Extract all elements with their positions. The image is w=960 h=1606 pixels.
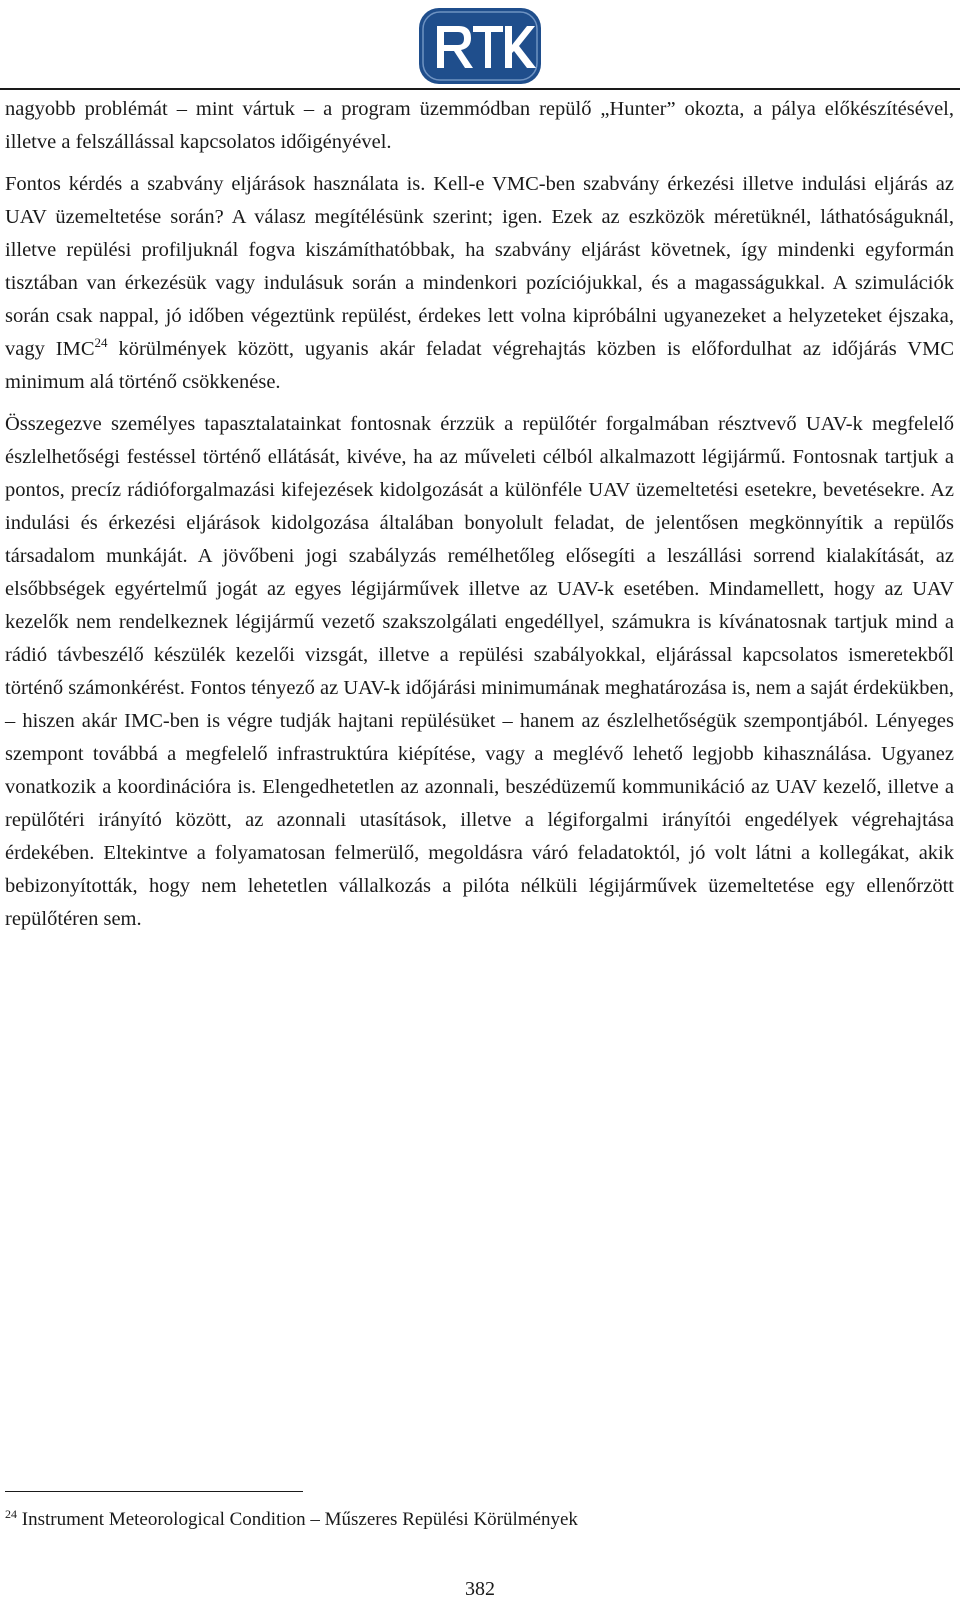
paragraph-3: Összegezve személyes tapasztalatainkat fontosnak érzzük a repülőtér forgalmában résztvevő UAV-k megfelelő észlelhetőségi festéssel történő ellátását, kivéve, ha az műveleti célból alkalmazott légijármű. Fontosnak tartjuk a pontos, precíz rádióforgalmazási kifejezések kidolgozását a különféle UAV üzemeltetési esetekre, bevetésekre. Az indulási és érkezési eljárások kidolgozása általában bonyolult feladat, de jelentősen megkönnyítik a repülős társadalom munkáját. A jövőbeni jogi szabályzás remélhetőleg elősegíti a leszállási sorrend kialakítását, az elsőbbségek egyértelmű jogát az egyes légijárművek illetve az UAV-k esetében. Mindamellett, hogy az UAV kezelők nem rendelkeznek légijármű vezető szakszolgálati engedéllyel, számukra is kívánatosnak tartjuk mind a rádió távbeszélő készülék kezelői vizsgát, illetve a repülési szabályokkal, eljárással kapcsolatos ismeretekből történő számonkérést. Fontos tényező az UAV-k időjárási minimumának meghatározása is, nem a saját érdekükben, – hiszen akár IMC-ben is végre tudják hajtani repülésüket – hanem az észlelhetőségük szempontjából. Lényeges szempont továbbá a megfelelő infrastruktúra kiépítése, vagy a meglévő lehető legjobb kihasználása. Ugyanez vonatkozik a koordinációra is. Elengedhetetlen az azonnali, beszédüzemű kommunikáció az UAV kezelő, illetve a repülőtéri irányító között, az azonnali utasítások, illetve a légiforgalmi irányítói engedélyek végrehajtása érdekében. Eltekintve a folyamatosan felmerülő, megoldásra váró feladatoktól, jó volt látni a kollegákat, akik bebizonyították, hogy nem lehetetlen vállalkozás a pilóta nélküli légijárművek üzemeltetése egy ellenőrzött repülőtéren sem. xyxy=(5,413,954,930)
footnote xyxy=(5,1508,945,1532)
rtk-logo xyxy=(417,6,543,86)
paragraph-1: nagyobb problémát – mint vártuk – a program üzemmódban repülő „Hunter” okozta, a pálya előkészítésével, illetve a felszállással kapcsolatos időigényével. xyxy=(5,98,954,153)
paragraph-2 xyxy=(5,168,954,399)
main-text xyxy=(5,93,954,936)
header-rule xyxy=(0,88,960,90)
page-number: 382 xyxy=(465,1578,495,1600)
footnote-reference: 24 xyxy=(94,335,108,350)
page-header xyxy=(0,0,960,92)
footnote-marker: 24 xyxy=(5,1507,17,1521)
footnote-separator xyxy=(5,1491,303,1492)
paragraph-2-text-b: körülmények között, ugyanis akár feladat végrehajtás közben is előfordulhat az időjárás VMC minimum alá történő csökkenése. xyxy=(5,338,955,393)
paragraph-2-text-a: Fontos kérdés a szabvány eljárások használata is. Kell-e VMC-ben szabvány érkezési illetve indulási eljárás az UAV üzemeltetése során? A válasz megítélésünk szerint; igen. Ezek az eszközök méretüknél, láthatóságuknál, illetve repülési profiljuknál fogva kiszámíthatóbbak, ha szabvány eljárást követnek, így mindenki egyformán tisztában van érkezésük vagy indulásuk során a mindenkori pozíciójukkal, és a magasságukkal. A szimulációk során csak nappal, jó időben végeztünk repülést, érdekes lett volna kipróbálni ugyanezeket a helyzeteket éjszaka, vagy IMC xyxy=(5,173,954,360)
footnote-text: Instrument Meteorological Condition – Műszeres Repülési Körülmények xyxy=(17,1509,578,1530)
